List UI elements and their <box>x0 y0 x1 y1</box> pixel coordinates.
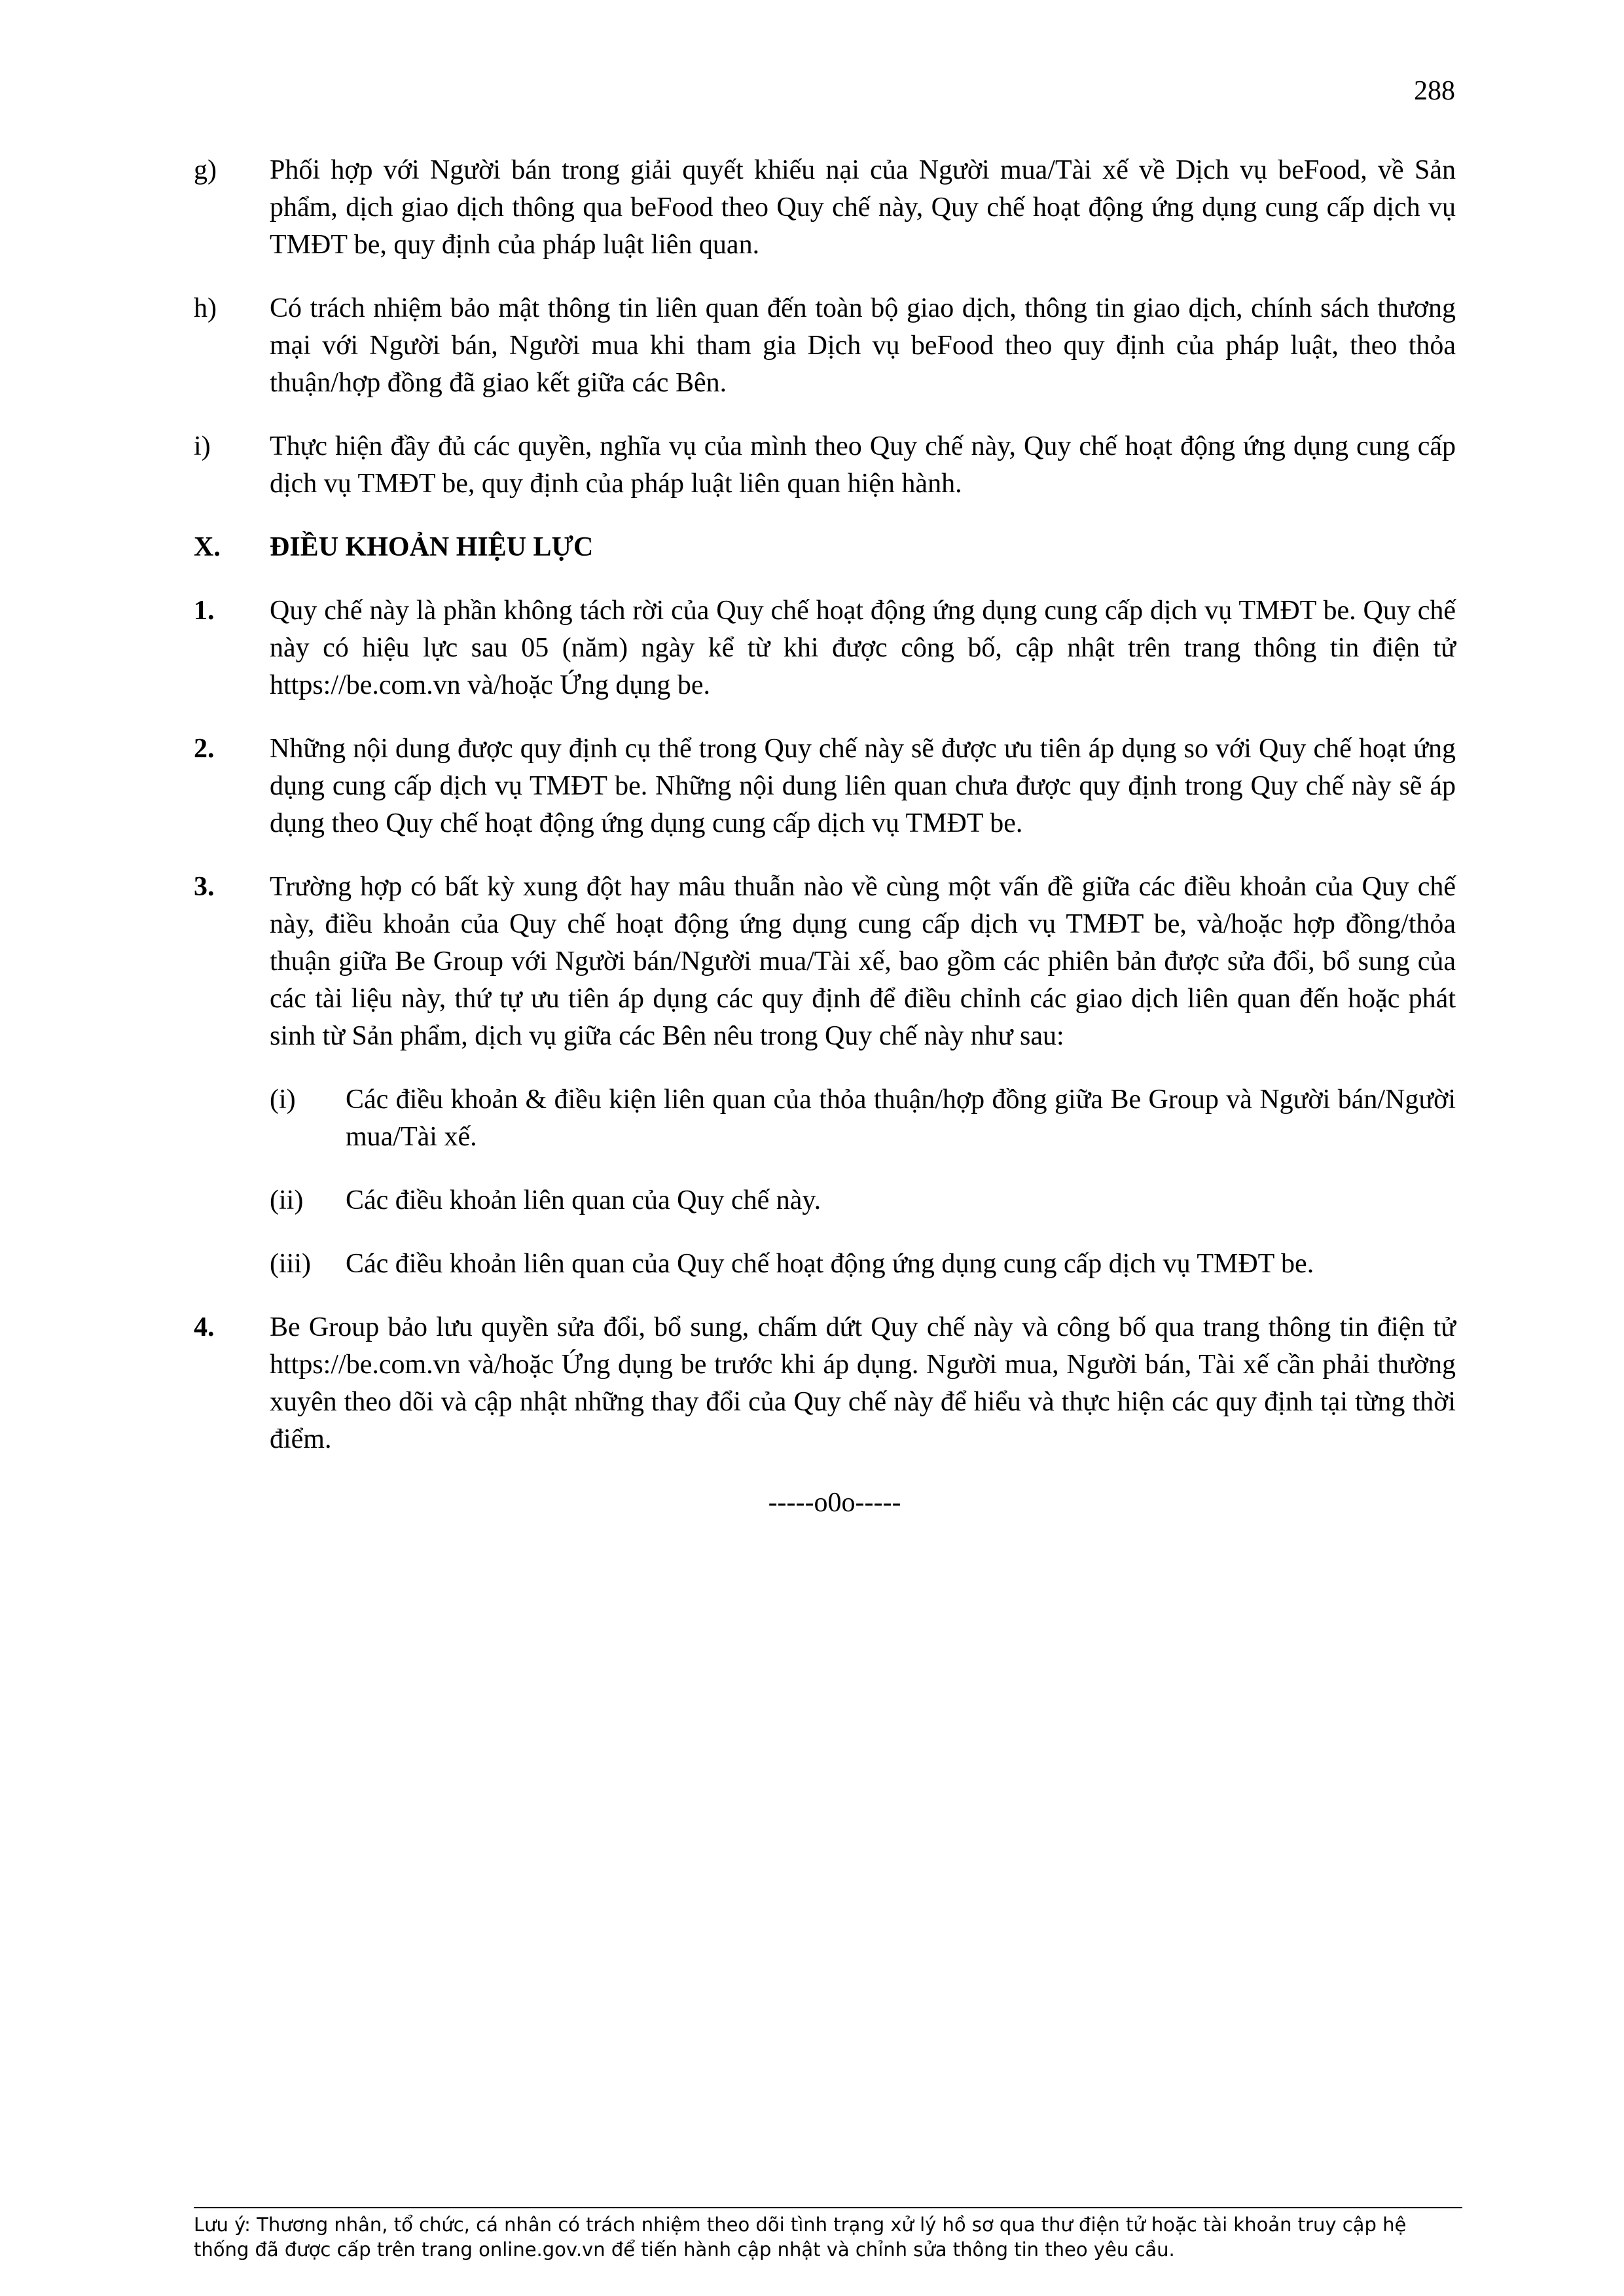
clause-label: 1. <box>194 596 215 626</box>
footer-divider <box>194 2207 1462 2208</box>
clause-text: Quy chế này là phần không tách rời của Quy chế hoạt động ứng dụng cung cấp dịch vụ TMĐT be. Quy chế này có hiệu lực sau 05 (năm) ngày kể từ khi được công bố, cập nhật trên trang thông tin điện tử https://be.com.vn và/hoặc Ứng dụng be. <box>270 596 1456 700</box>
clause-text: Trường hợp có bất kỳ xung đột hay mâu thuẫn nào về cùng một vấn đề giữa các điều khoản của Quy chế này, điều khoản của Quy chế hoạt động ứng dụng cung cấp dịch vụ TMĐT be, và/hoặc hợp đồng/thỏa thuận giữa Be Group với Người bán/Người mua/Tài xế, bao gồm các phiên bản được sửa đổi, bổ sung của các tài liệu này, thứ tự ưu tiên áp dụng các quy định để điều chỉnh các giao dịch liên quan đến hoặc phát sinh từ Sản phẩm, dịch vụ giữa các Bên nêu trong Quy chế này như sau: <box>270 872 1456 1051</box>
list-item-h <box>194 290 1456 402</box>
document-body <box>194 152 1456 1522</box>
subitem-text: Các điều khoản & điều kiện liên quan của thỏa thuận/hợp đồng giữa Be Group và Người bán/Người mua/Tài xế. <box>346 1085 1456 1152</box>
section-title: ĐIỀU KHOẢN HIỆU LỰC <box>270 532 594 562</box>
footer-note: Lưu ý: Thương nhân, tổ chức, cá nhân có trách nhiệm theo dõi tình trạng xử lý hồ sơ qua thư điện tử hoặc tài khoản truy cập hệ thống đã được cấp trên trang online.gov.vn để tiến hành cập nhật và chỉnh sửa thông tin theo yêu cầu. <box>194 2214 1407 2261</box>
clause-text: Những nội dung được quy định cụ thể trong Quy chế này sẽ được ưu tiên áp dụng so với Quy chế hoạt ứng dụng cung cấp dịch vụ TMĐT be. Những nội dung liên quan chưa được quy định trong Quy chế này sẽ áp dụng theo Quy chế hoạt động ứng dụng cung cấp dịch vụ TMĐT be. <box>270 734 1456 838</box>
clause-label: 3. <box>194 872 215 902</box>
clause-3-subitems <box>270 1081 1456 1283</box>
page-number: 288 <box>1414 76 1455 106</box>
item-text: Có trách nhiệm bảo mật thông tin liên quan đến toàn bộ giao dịch, thông tin giao dịch, chính sách thương mại với Người bán, Người mua khi tham gia Dịch vụ beFood theo quy định của pháp luật, theo thỏa thuận/hợp đồng đã giao kết giữa các Bên. <box>270 293 1456 398</box>
subitem-i <box>270 1081 1456 1156</box>
item-label: g) <box>194 155 217 185</box>
clause-3 <box>194 869 1456 1283</box>
subitem-label: (ii) <box>270 1185 304 1215</box>
clause-4 <box>194 1309 1456 1458</box>
item-label: h) <box>194 293 217 323</box>
subitem-text: Các điều khoản liên quan của Quy chế hoạt động ứng dụng cung cấp dịch vụ TMĐT be. <box>346 1249 1314 1279</box>
clause-1 <box>194 592 1456 704</box>
end-separator: -----o0o----- <box>768 1488 901 1518</box>
section-heading <box>194 529 1456 566</box>
clause-label: 2. <box>194 734 215 764</box>
clause-2 <box>194 730 1456 842</box>
subitem-ii <box>270 1182 1456 1219</box>
list-item-g <box>194 152 1456 264</box>
subitem-label: (i) <box>270 1085 296 1115</box>
clause-text: Be Group bảo lưu quyền sửa đổi, bổ sung, chấm dứt Quy chế này và công bố qua trang thông tin điện tử https://be.com.vn và/hoặc Ứng dụng be trước khi áp dụng. Người mua, Người bán, Tài xế cần phải thường xuyên theo dõi và cập nhật những thay đổi của Quy chế này để hiểu và thực hiện các quy định tại từng thời điểm. <box>270 1312 1456 1454</box>
item-label: i) <box>194 431 211 461</box>
subitem-text: Các điều khoản liên quan của Quy chế này. <box>346 1185 821 1215</box>
section-number: X. <box>194 532 221 562</box>
item-text: Thực hiện đầy đủ các quyền, nghĩa vụ của mình theo Quy chế này, Quy chế hoạt động ứng dụng cung cấp dịch vụ TMĐT be, quy định của pháp luật liên quan hiện hành. <box>270 431 1456 499</box>
subitem-label: (iii) <box>270 1249 311 1279</box>
clause-label: 4. <box>194 1312 215 1342</box>
subitem-iii <box>270 1246 1456 1283</box>
item-text: Phối hợp với Người bán trong giải quyết khiếu nại của Người mua/Tài xế về Dịch vụ beFood, về Sản phẩm, dịch giao dịch thông qua beFood theo Quy chế này, Quy chế hoạt động ứng dụng cung cấp dịch vụ TMĐT be, quy định của pháp luật liên quan. <box>270 155 1456 260</box>
list-item-i <box>194 428 1456 503</box>
